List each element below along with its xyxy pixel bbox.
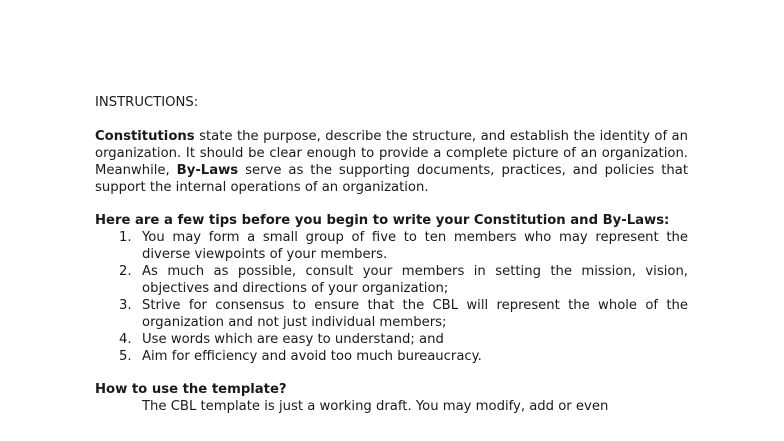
list-item bbox=[95, 332, 688, 349]
list-item bbox=[95, 349, 688, 366]
list-item-number: 3. bbox=[119, 297, 132, 313]
list-item bbox=[95, 298, 688, 332]
list-item bbox=[95, 264, 688, 298]
bylaws-term: By-Laws bbox=[176, 162, 239, 178]
list-item-text: You may form a small group of five to ten members who may represent the diverse viewpoints of your members. bbox=[142, 230, 688, 263]
list-item bbox=[95, 230, 688, 264]
list-item-text: Aim for efficiency and avoid too much bureaucracy. bbox=[142, 348, 482, 364]
list-item-text: Strive for consensus to ensure that the CBL will represent the whole of the organization and not just individual members; bbox=[142, 297, 688, 330]
list-item-number: 2. bbox=[119, 264, 132, 280]
list-item-text: As much as possible, consult your members in setting the mission, vision, objectives and directions of your organization; bbox=[142, 264, 688, 296]
tips-list bbox=[95, 230, 688, 365]
list-item-number: 1. bbox=[119, 230, 132, 246]
constitutions-term: Constitutions bbox=[95, 128, 195, 144]
list-item-number: 5. bbox=[119, 348, 132, 364]
list-item-text: Use words which are easy to understand; and bbox=[142, 331, 444, 347]
instructions-heading: INSTRUCTIONS: bbox=[95, 95, 199, 110]
intro-paragraph bbox=[95, 129, 688, 197]
how-to-use-title: How to use the template? bbox=[95, 382, 287, 398]
tips-title: Here are a few tips before you begin to write your Constitution and By-Laws: bbox=[95, 213, 670, 229]
how-to-use-body: The CBL template is just a working draft. You may modify, add or even bbox=[142, 399, 609, 415]
document-page bbox=[95, 95, 688, 416]
list-item-number: 4. bbox=[119, 331, 132, 347]
intro-text-2: serve as the supporting documents, practices, and policies that support the internal operations of an organization. bbox=[95, 162, 688, 195]
intro-text-1: state the purpose, describe the structure, and establish the identity of an organization. It should be clear enough to provide a complete picture of an organization. Meanwhile, bbox=[95, 128, 688, 178]
